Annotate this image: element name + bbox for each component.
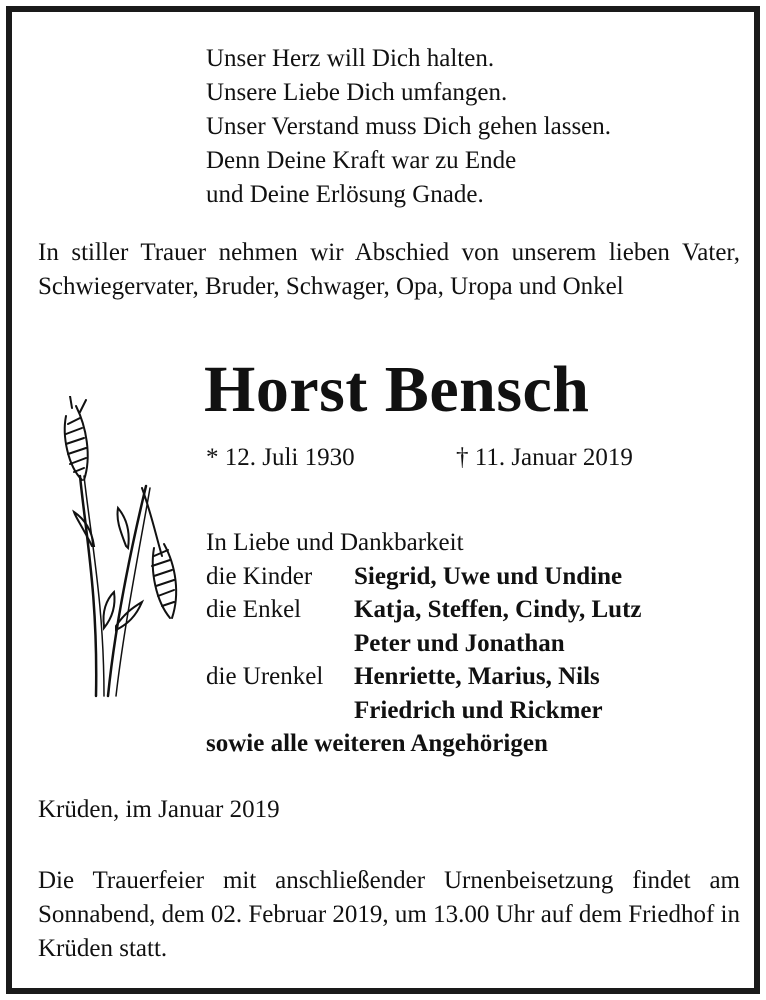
grandchildren-names: Katja, Steffen, Cindy, Lutz [354, 596, 642, 623]
poem-line: Unser Herz will Dich halten. [206, 45, 495, 72]
obituary-card [6, 6, 760, 994]
death-date: † 11. Januar 2019 [456, 444, 633, 471]
children-label: die Kinder [206, 562, 313, 590]
poem-line: und Deine Erlösung Gnade. [206, 181, 484, 208]
other-relatives: sowie alle weiteren Angehörigen [206, 730, 548, 757]
birth-date: * 12. Juli 1930 [206, 444, 355, 471]
poem-line: Denn Deine Kraft war zu Ende [206, 147, 517, 174]
ceremony-info: Die Trauerfeier mit anschließender Urnenbeisetzung findet am Sonnabend, dem 02. Februar 2019, um 13.00 Uhr auf dem Friedhof in Krüden statt. [38, 867, 740, 962]
grandchildren-names-cont: Peter und Jonathan [354, 629, 565, 657]
poem-line: Unser Verstand muss Dich gehen lassen. [206, 113, 612, 140]
wheat-ears-icon [46, 396, 196, 716]
great-grandchildren-names: Henriette, Marius, Nils [354, 663, 600, 690]
poem-line: Unsere Liebe Dich umfangen. [206, 79, 508, 106]
great-grandchildren-names-cont: Friedrich und Rickmer [354, 696, 603, 724]
grandchildren-row [206, 593, 642, 627]
mourners-heading: In Liebe und Dankbarkeit [206, 529, 464, 556]
great-grandchildren-label: die Urenkel [206, 663, 324, 690]
place-date: Krüden, im Januar 2019 [38, 796, 280, 823]
children-names: Siegrid, Uwe und Undine [354, 562, 623, 590]
intro-text: In stiller Trauer nehmen wir Abschied von unserem lieben Vater, Schwiegervater, Bruder, Schwager, Opa, Uropa und Onkel [38, 239, 740, 300]
mourners-list [206, 526, 642, 761]
deceased-name: Horst Bensch [204, 353, 590, 426]
grandchildren-label: die Enkel [206, 596, 302, 623]
great-grandchildren-row [206, 660, 642, 694]
poem [206, 42, 611, 212]
children-row [206, 560, 642, 594]
